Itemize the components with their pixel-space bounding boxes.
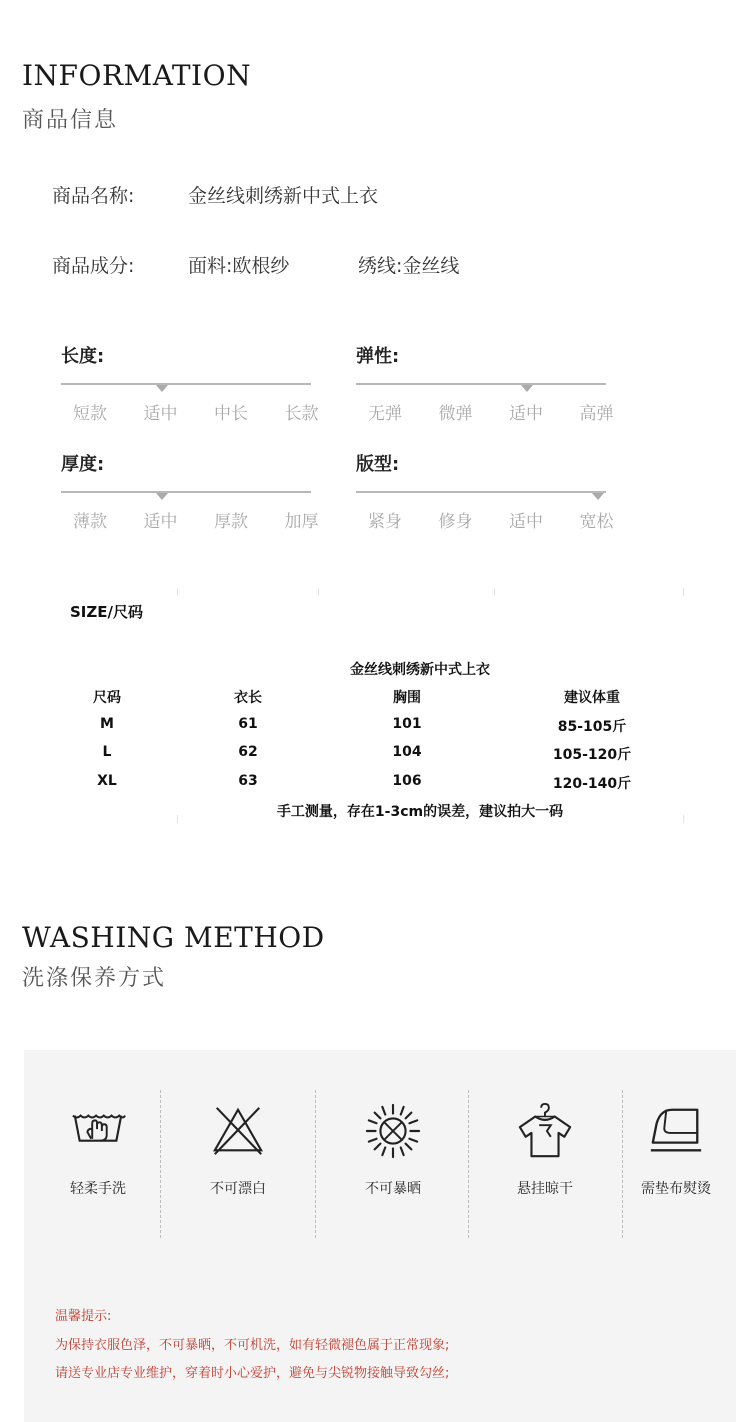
wash-label: 需垫布熨烫 bbox=[641, 1181, 711, 1197]
table-cell: 85-105斤 bbox=[557, 718, 627, 735]
product-name-label: 商品名称: bbox=[52, 185, 135, 207]
attribute-title: 弹性: bbox=[356, 346, 400, 367]
table-cell: L bbox=[102, 744, 112, 760]
fabric-value: 面料:欧根纱 bbox=[188, 255, 290, 277]
table-cell: 105-120斤 bbox=[552, 747, 632, 763]
tips-title: 温馨提示: bbox=[55, 1309, 112, 1324]
wash-divider bbox=[315, 1090, 316, 1238]
scale-option: 适中 bbox=[509, 404, 543, 424]
table-cell: 106 bbox=[392, 772, 422, 789]
table-top-tick bbox=[177, 588, 178, 596]
no-sun-icon bbox=[364, 1102, 422, 1160]
table-bottom-tick bbox=[683, 815, 684, 823]
scale-option: 厚款 bbox=[214, 512, 248, 532]
wash-label: 轻柔手洗 bbox=[70, 1181, 126, 1197]
no-bleach-icon bbox=[209, 1102, 267, 1160]
table-top-tick bbox=[683, 588, 684, 596]
scale-selected-marker bbox=[156, 493, 168, 500]
table-cell: 61 bbox=[238, 715, 258, 732]
scale-option: 中长 bbox=[214, 404, 248, 424]
table-cell: 62 bbox=[238, 744, 258, 760]
thread-value: 绣线:金丝线 bbox=[358, 255, 460, 277]
scale-line bbox=[356, 383, 606, 385]
wash-item-hand-wash bbox=[24, 1102, 172, 1198]
scale-option: 长款 bbox=[284, 404, 319, 424]
table-cell: 120-140斤 bbox=[552, 775, 632, 792]
scale-option: 紧身 bbox=[368, 512, 402, 532]
table-top-tick bbox=[494, 588, 495, 596]
table-cell: 101 bbox=[392, 715, 422, 732]
scale-option: 适中 bbox=[143, 404, 178, 424]
table-cell: XL bbox=[97, 772, 117, 789]
scale-selected-marker bbox=[156, 385, 168, 392]
table-cell: 63 bbox=[238, 772, 258, 789]
scale-option: 薄款 bbox=[73, 512, 107, 532]
table-header-cell: 建议体重 bbox=[564, 690, 620, 706]
tips-line-1: 为保持衣服色泽，不可暴晒，不可机洗，如有轻微褪色属于正常现象; bbox=[55, 1338, 450, 1353]
size-table-note: 手工测量，存在1-3cm的误差，建议拍大一码 bbox=[276, 804, 564, 820]
scale-option: 适中 bbox=[143, 512, 178, 532]
scale-selected-marker bbox=[592, 493, 604, 500]
scale-option: 无弹 bbox=[368, 404, 402, 424]
scale-option: 修身 bbox=[438, 512, 473, 532]
wash-label: 不可暴晒 bbox=[365, 1181, 421, 1197]
wash-label: 不可漂白 bbox=[210, 1181, 266, 1197]
scale-option: 适中 bbox=[509, 512, 543, 532]
iron-with-cloth-icon bbox=[647, 1102, 705, 1160]
table-header-cell: 尺码 bbox=[93, 690, 121, 706]
scale-line bbox=[356, 491, 606, 493]
table-header-cell: 胸围 bbox=[393, 690, 421, 706]
tips-line-2: 请送专业店专业维护，穿着时小心爱护，避免与尖锐物接触导致勾丝; bbox=[55, 1366, 450, 1381]
table-bottom-tick bbox=[177, 815, 178, 823]
table-header-cell: 衣长 bbox=[234, 690, 262, 706]
size-table-product-name: 金丝线刺绣新中式上衣 bbox=[350, 662, 490, 678]
attribute-title: 厚度: bbox=[61, 454, 105, 475]
composition-label: 商品成分: bbox=[52, 255, 135, 277]
hang-dry-icon bbox=[516, 1102, 574, 1160]
scale-option: 微弹 bbox=[438, 404, 473, 424]
scale-option: 高弹 bbox=[579, 404, 614, 424]
wash-title-cn: 洗涤保养方式 bbox=[22, 966, 167, 991]
scale-line bbox=[61, 491, 311, 493]
product-name-value: 金丝线刺绣新中式上衣 bbox=[188, 185, 379, 207]
info-title-en: INFORMATION bbox=[22, 59, 252, 92]
scale-selected-marker bbox=[521, 385, 533, 392]
table-cell: M bbox=[100, 715, 114, 732]
wash-label: 悬挂晾干 bbox=[517, 1181, 573, 1197]
attribute-title: 长度: bbox=[61, 346, 105, 367]
scale-line bbox=[61, 383, 311, 385]
wash-item-iron bbox=[602, 1102, 750, 1198]
wash-title-en: WASHING METHOD bbox=[22, 921, 325, 954]
table-cell: 104 bbox=[392, 744, 422, 760]
attribute-title: 版型: bbox=[356, 454, 400, 475]
hand-wash-icon bbox=[69, 1102, 127, 1160]
scale-option: 加厚 bbox=[284, 512, 319, 532]
info-title-cn: 商品信息 bbox=[22, 108, 119, 133]
wash-item-hang-dry bbox=[471, 1102, 619, 1198]
scale-option: 宽松 bbox=[579, 512, 614, 532]
size-table-title: SIZE/尺码 bbox=[70, 603, 143, 621]
wash-divider bbox=[468, 1090, 469, 1238]
wash-item-no-sun bbox=[319, 1102, 467, 1198]
table-top-tick bbox=[318, 588, 319, 596]
wash-item-no-bleach bbox=[164, 1102, 312, 1198]
scale-option: 短款 bbox=[73, 404, 107, 424]
